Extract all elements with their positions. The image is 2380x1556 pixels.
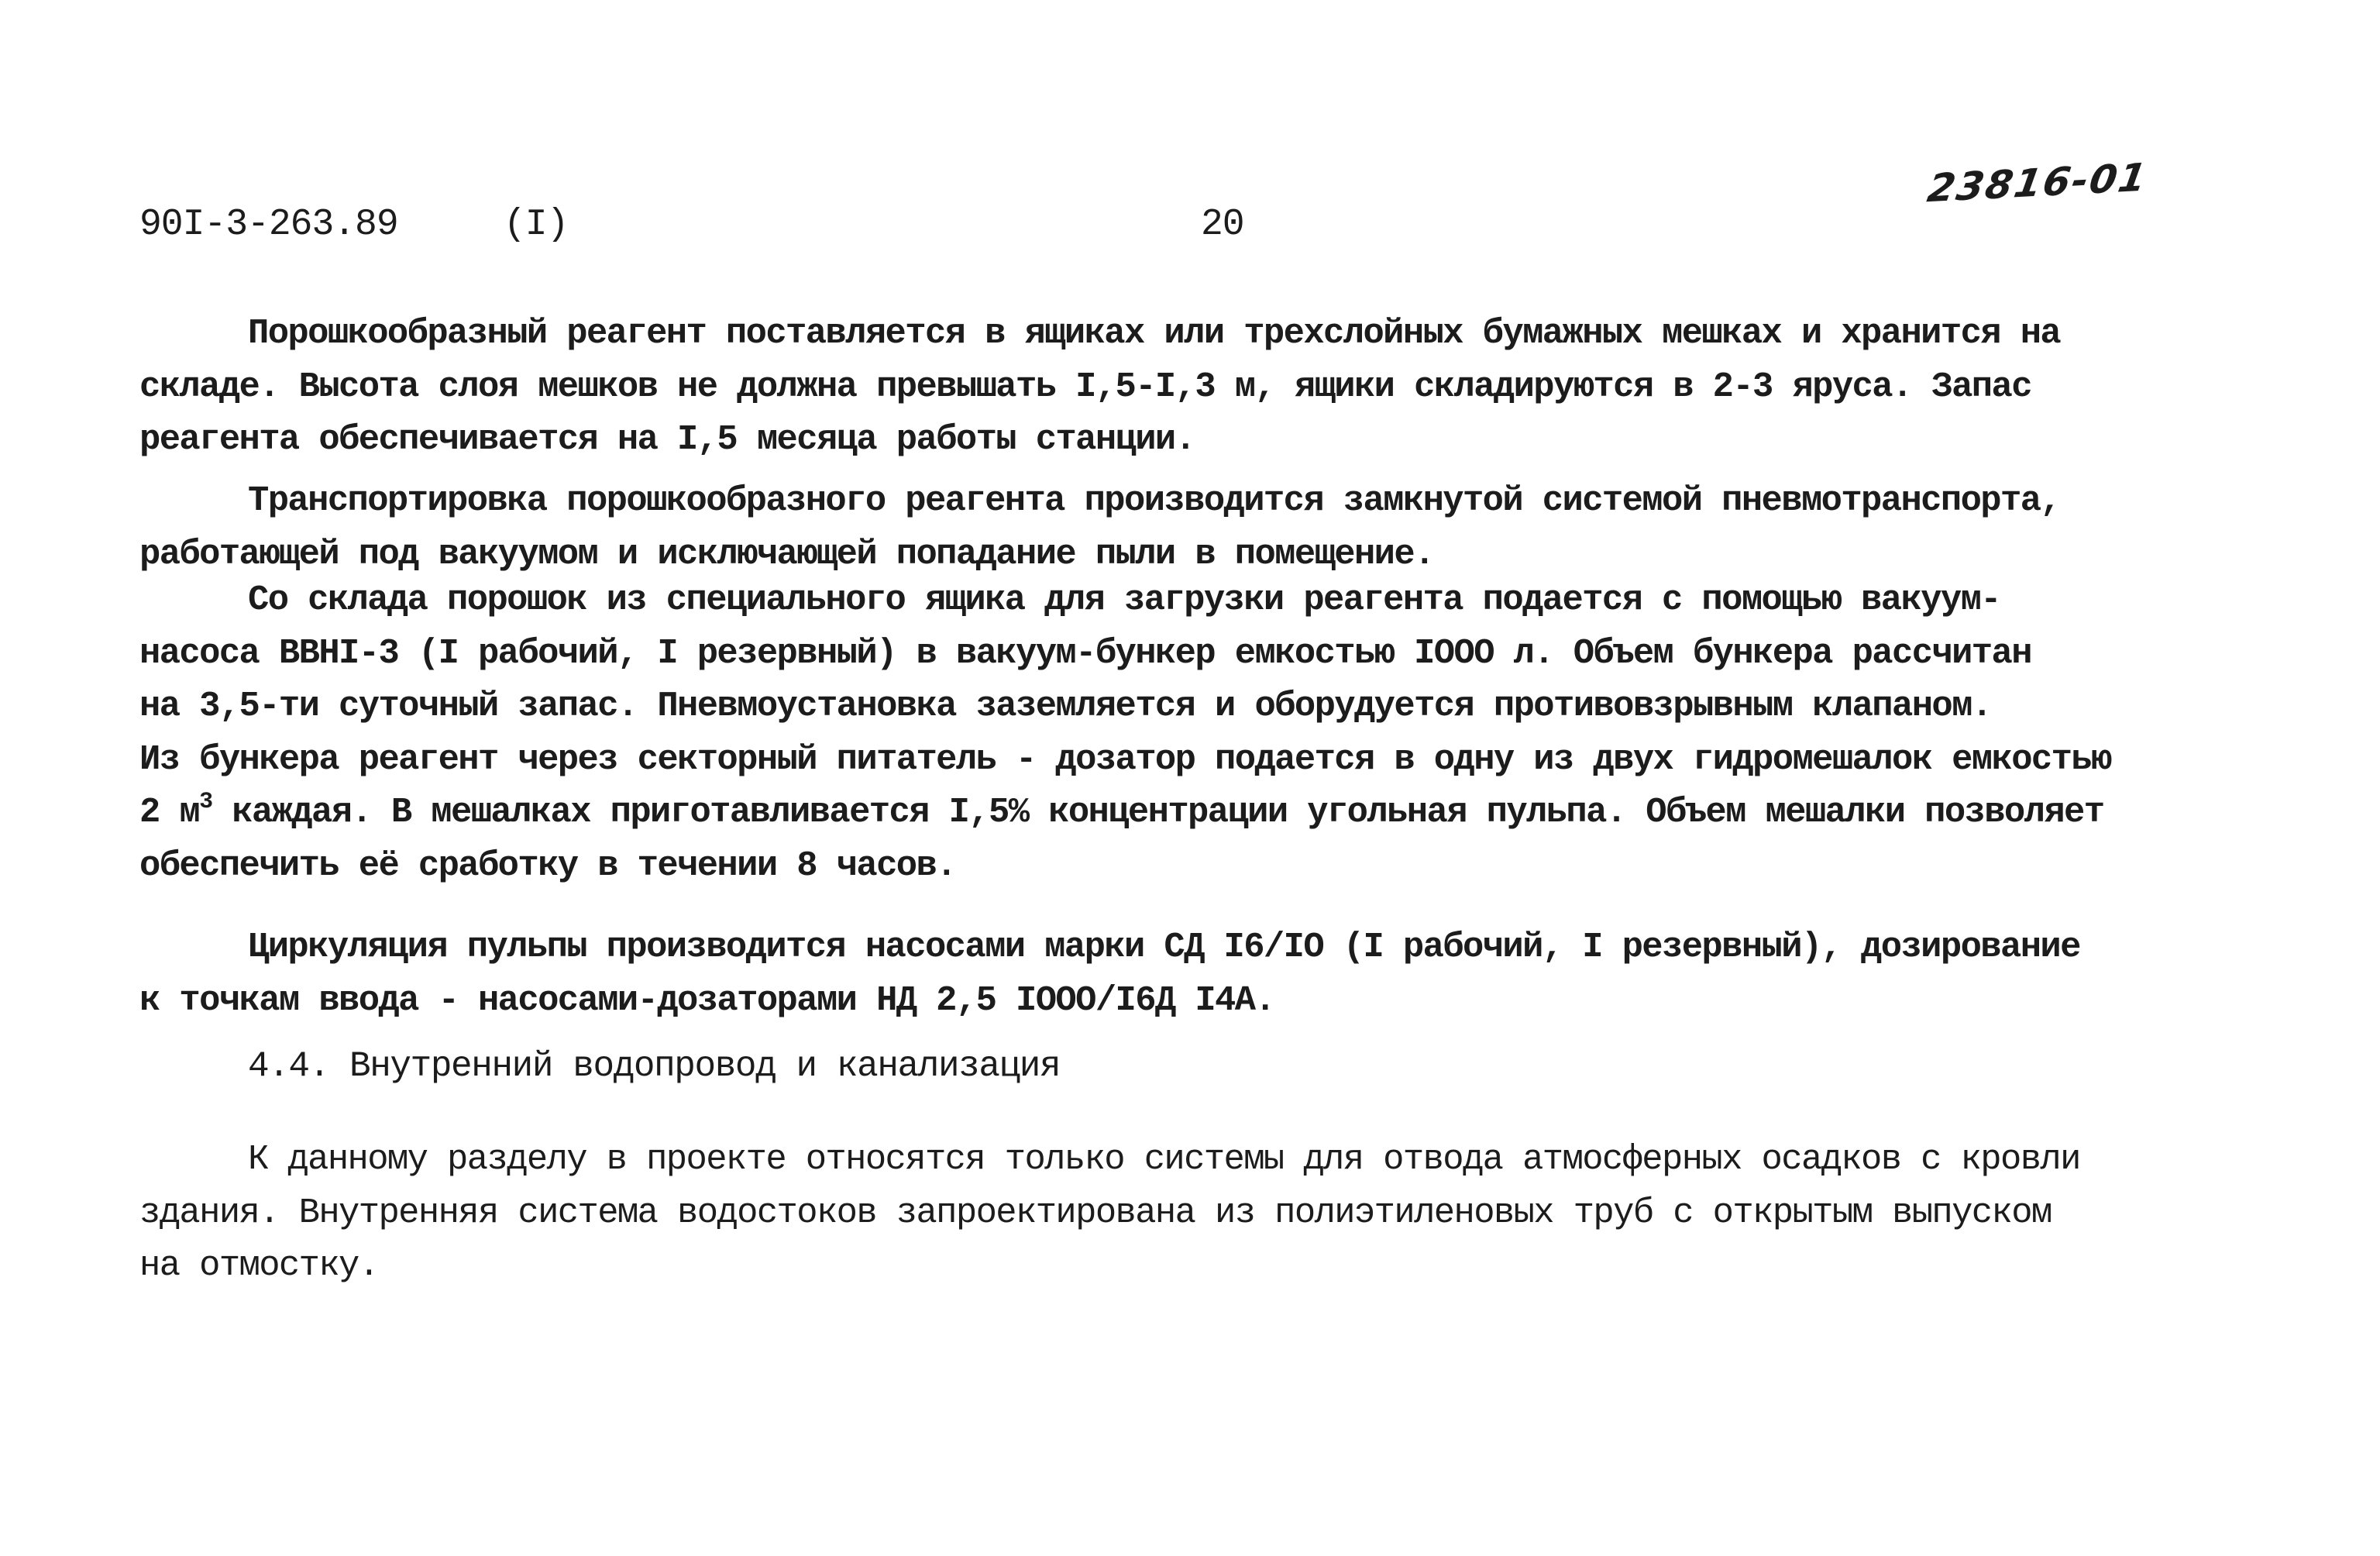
text-line: к точкам ввода - насосами-дозаторами НД 2,5 IOOO/I6Д I4А. — [139, 979, 1275, 1021]
handwritten-number: 23816-01 — [1924, 154, 2151, 212]
text-line: Из бункера реагент через секторный питатель - дозатор подается в одну из двух гидромешалок емкостью — [139, 738, 2111, 780]
text-line: Порошкообразный реагент поставляется в ящиках или трехслойных бумажных мешках и хранится на — [248, 313, 2061, 353]
text-line: реагента обеспечивается на I,5 месяца работы станции. — [139, 419, 1195, 460]
text-line: К данному разделу в проекте относятся только системы для отвода атмосферных осадков с кровли — [248, 1139, 2080, 1179]
text-line: на отмостку. — [139, 1245, 379, 1286]
text-fragment: каждая. В мешалках приготавливается I,5% концентрации угольная пульпа. Объем мешалки позволяет — [212, 792, 2104, 832]
text-line — [139, 786, 2293, 839]
paragraph-circulation — [139, 921, 2293, 1027]
text-line: складе. Высота слоя мешков не должна превышать I,5-I,3 м, ящики складируются в 2-3 яруса. Запас — [139, 366, 2031, 407]
text-fragment: 2 м — [139, 792, 200, 832]
text-line: Со склада порошок из специального ящика для загрузки реагента подается с помощью вакуум- — [248, 580, 2000, 620]
text-line: Транспортировка порошкообразного реагента производится замкнутой системой пневмотранспорта, — [248, 480, 2061, 521]
text-line: Циркуляция пульпы производится насосами марки СД I6/IO (I рабочий, I резервный), дозирование — [248, 927, 2080, 967]
document-code: 90I-3-263.89 — [139, 204, 398, 246]
paragraph-loading — [139, 573, 2293, 892]
text-line: насоса ВВНI-3 (I рабочий, I резервный) в вакуум-бункер емкостью IOOO л. Объем бункера рассчитан — [139, 632, 2031, 673]
text-line: здания. Внутренняя система водостоков запроектирована из полиэтиленовых труб с открытым выпуском — [139, 1192, 2052, 1233]
text-line: работающей под вакуумом и исключающей попадание пыли в помещение. — [139, 533, 1434, 574]
superscript: 3 — [199, 789, 212, 815]
paragraph-drainage — [139, 1133, 2293, 1293]
text-line: обеспечить её сработку в течении 8 часов. — [139, 845, 956, 886]
paragraph-transport — [139, 474, 2293, 580]
paragraph-reagent-storage — [139, 307, 2293, 466]
section-title: 4.4. Внутренний водопровод и канализация — [248, 1046, 1061, 1086]
sheet-part: (I) — [504, 204, 569, 246]
text-line: на 3,5-ти суточный запас. Пневмоустановка заземляется и оборудуется противовзрывным клапаном. — [139, 686, 1992, 726]
page-number: 20 — [1201, 204, 1244, 246]
